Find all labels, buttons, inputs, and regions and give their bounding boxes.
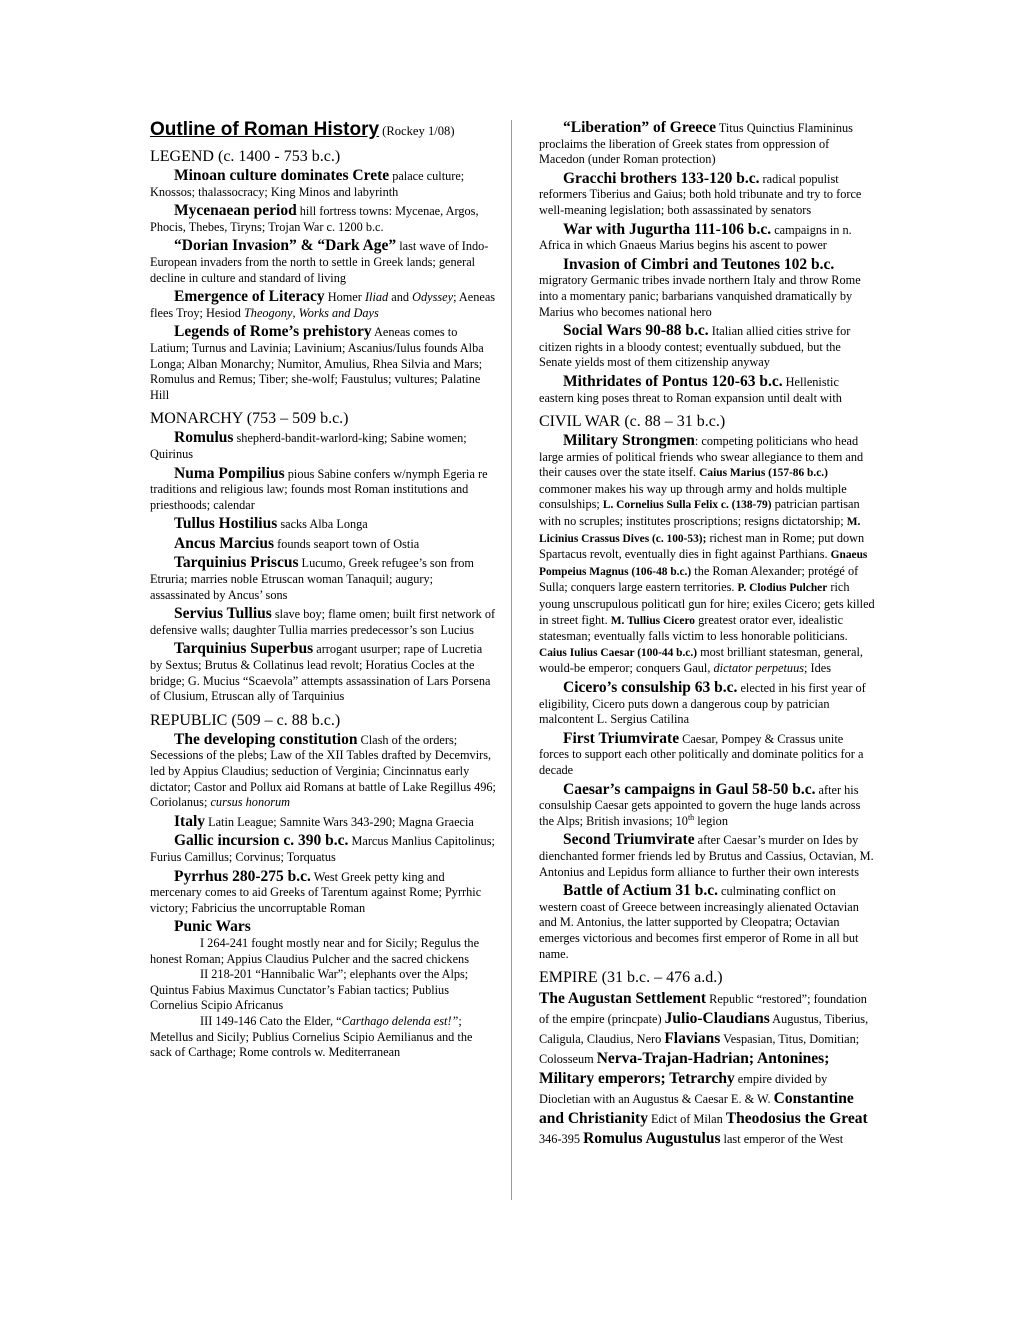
entry-text: campaigns in n. Africa in which Gnaeus Marius begins his ascent to power: [539, 222, 852, 253]
entry-second-triumvirate: [539, 832, 875, 880]
entry-jugurtha: [539, 222, 875, 254]
entry-text: Marcus Manlius Capitolinus; Furius Camillus; Corvinus; Torquatus: [150, 834, 495, 864]
entry-bold-name: P. Clodius Pulcher: [737, 582, 828, 595]
section-heading-empire: EMPIRE (31 b.c. – 476 a.d.): [539, 969, 723, 987]
entry-italic: Carthago delenda est!”: [341, 1013, 459, 1028]
entry-heading: Battle of Actium 31 b.c.: [563, 882, 718, 900]
entry-heading: First Triumvirate: [563, 729, 680, 747]
entry-heading: Emergence of Literacy: [174, 288, 325, 306]
entry-romulus: [150, 430, 496, 462]
entry-gracchi: [539, 171, 875, 219]
entry-heading: Pyrrhus 280-275 b.c.: [174, 867, 311, 885]
entry-italic: cursus honorum: [210, 795, 291, 810]
entry-text: pious Sabine confers w/nymph Egeria re traditions and religious law; founds most Roman institutions and priesthoods; calendar: [150, 466, 488, 512]
entry-heading: Julio-Claudians: [664, 1010, 770, 1028]
entry-text: ; Aeneas flees Troy; Hesiod: [150, 290, 496, 320]
entry-heading: Numa Pompilius: [174, 464, 285, 482]
section-heading-monarchy: MONARCHY (753 – 509 b.c.): [150, 410, 349, 428]
entry-heading: Second Triumvirate: [563, 831, 695, 849]
section-heading-civil-war: CIVIL WAR (c. 88 – 31 b.c.): [539, 413, 726, 431]
entry-text: shepherd-bandit-warlord-king; Sabine women; Quirinus: [150, 431, 467, 461]
entry-heading: Tullus Hostilius: [174, 515, 278, 533]
entry-mycenaean: [150, 203, 496, 235]
entry-heading: Italy: [174, 812, 205, 830]
entry-text: arrogant usurper; rape of Lucretia by Sextus; Brutus & Collatinus lead revolt; Horatius Cocles at the bridge; G. Mucius “Scaevola” attempts assassination of Lars Porsena of Clusium, Etruscan ally of Tarquinius: [150, 642, 491, 704]
entry-text: patrician partisan with no scruples; institutes proscriptions; resigns dictatorship;: [539, 497, 860, 529]
entry-heading: Cicero’s consulship 63 b.c.: [563, 679, 738, 696]
entry-cicero-consulship: [539, 680, 875, 728]
entry-heading: Tarquinius Priscus: [174, 554, 299, 572]
entry-pyrrhus: [150, 869, 496, 917]
entry-heading: Mithridates of Pontus 120-63 b.c.: [563, 372, 783, 390]
entry-cimbri: [539, 257, 875, 320]
entry-constitution: [150, 732, 496, 811]
entry-text: West Greek petty king and mercenary comes to aid Greeks of Tarentum against Rome; Pyrrhic victory; Fabricius the uncorruptable Roman: [150, 869, 482, 915]
entry-mithridates: [539, 374, 875, 406]
entry-text: the Roman Alexander; protégé of Sulla; conquers large eastern territories.: [539, 563, 859, 595]
entry-italic: Works and Days: [298, 305, 379, 320]
entry-italic: dictator perpetuus: [713, 661, 805, 676]
entry-heading: Tarquinius Superbus: [174, 640, 314, 658]
entry-heading: Servius Tullius: [174, 605, 272, 623]
entry-punic-wars: [150, 919, 496, 936]
entry-heading: Theodosius the Great: [725, 1110, 868, 1128]
entry-heading: Punic Wars: [174, 918, 251, 936]
entry-heading: Constantine and Christianity: [539, 1090, 854, 1128]
entry-text: : competing politicians who head large armies of political friends who swear allegiance to them and their causes over the state itself.: [539, 434, 864, 480]
entry-text: slave boy; flame omen; built first network of defensive walls; daughter Tullia marries predecessor’s son Lucius: [150, 607, 496, 637]
punic-war-number: III: [200, 1013, 213, 1028]
section-heading-legend: LEGEND (c. 1400 - 753 b.c.): [150, 148, 341, 165]
punic-war-number: I: [200, 935, 205, 950]
right-column: [539, 120, 875, 1152]
entry-bold-name: M. Licinius Crassus Dives (c. 100-53);: [539, 516, 861, 545]
document-title-block: [150, 120, 496, 141]
entry-gallic: [150, 833, 496, 865]
entry-heading: Legends of Rome’s prehistory: [174, 323, 372, 341]
entry-prehistory: [150, 324, 496, 403]
entry-text: hill fortress towns: Mycenae, Argos, Phocis, Thebes, Tiryns; Trojan War c. 1200 b.c.: [150, 204, 479, 234]
entry-heading: The developing constitution: [174, 730, 358, 748]
entry-text: rich young unscrupulous politicatl gun for hire; exiles Cicero; gets killed in street fight.: [539, 580, 875, 627]
empire-paragraph: [539, 989, 875, 1149]
entry-text: Vespasian, Titus, Domitian; Colosseum: [539, 1032, 860, 1067]
entry-text: last wave of Indo-European invaders from the north to settle in Greek lands; general decline in culture and standard of living: [150, 239, 489, 285]
entry-heading: The Augustan Settlement: [539, 990, 707, 1008]
entry-heading: Romulus Augustulus: [583, 1130, 721, 1148]
entry-heading: “Liberation” of Greece: [563, 119, 716, 136]
entry-text: Titus Quinctius Flamininus proclaims the liberation of Greek states from oppression of Macedon (under Roman protection): [539, 121, 853, 167]
entry-heading: Gracchi brothers 133-120 b.c.: [563, 169, 760, 187]
entry-caesar-gaul: [539, 782, 875, 830]
entry-heading: Gallic incursion c. 390 b.c.: [174, 832, 349, 850]
entry-servius: [150, 606, 496, 638]
entry-bold-name: Caius Iulius Caesar (100-44 b.c.): [539, 646, 698, 659]
entry-text: most brilliant statesman, general, would-be emperor; conquers Gaul,: [539, 644, 863, 676]
empire-block: [539, 989, 875, 1149]
entry-numa: [150, 466, 496, 514]
entry-military-strongmen: [539, 433, 875, 677]
entry-text: last emperor of the West: [720, 1132, 844, 1147]
entry-italic: Theogony: [243, 305, 293, 320]
entry-text: palace culture; Knossos; thalassocracy; King Minos and labyrinth: [150, 169, 465, 199]
entry-text: Aeneas comes to Latium; Turnus and Lavinia; Lavinium; Ascanius/Iulus founds Alba Longa; Alban Monarchy; Numitor, Amulius, Rhea Silvia and Mars; Romulus and Remus; Tiber; she-wolf; Faustulus; vultures; Palatine Hill: [150, 325, 484, 402]
entry-text: Clash of the orders; Secessions of the plebs; Law of the XII Tables drafted by Decemvirs, led by Appius Claudius; seduction of Verginia; Cincinnatus early dictator; Castor and Pollux aid Romans at battle of Lake Regillus 496; Coriolanus;: [150, 732, 496, 810]
entry-heading: Romulus: [174, 429, 234, 447]
entry-bold-name: Caius Marius (157-86 b.c.): [699, 467, 828, 480]
entry-text: Lucumo, Greek refugee’s son from Etruria; marries noble Etruscan woman Tanaquil; augury; assassinated by Ancus’ sons: [150, 556, 474, 602]
entry-text: Latin League; Samnite Wars 343-290; Magna Graecia: [205, 814, 474, 829]
entry-italy: [150, 814, 496, 831]
entry-text: Homer: [324, 290, 365, 305]
entry-text: founds seaport town of Ostia: [274, 536, 420, 551]
entry-bold-name: M. Tullius Cicero: [610, 614, 696, 627]
left-column: [150, 120, 496, 1061]
entry-text: ; Ides: [804, 661, 831, 676]
entry-liberation-greece: [539, 120, 875, 168]
entry-text: legion: [694, 813, 728, 828]
entry-text: empire divided by Diocletian with an Augustus & Caesar E. & W.: [539, 1072, 828, 1107]
entry-heading: Ancus Marcius: [174, 534, 275, 552]
entry-text: Hellenistic eastern king poses threat to Roman expansion until dealt with: [539, 374, 842, 405]
entry-text: after his consulship Caesar gets appointed to govern the huge lands across the Alps; British invasions; 10: [539, 782, 861, 828]
entry-text: after Caesar’s murder on Ides by dienchanted former friends led by Brutus and Cassius, Octavian, M. Antonius and Lepidus form alliance to further their own interests: [539, 833, 874, 879]
entry-heading: Minoan culture dominates Crete: [174, 167, 390, 184]
entry-heading: Nerva-Trajan-Hadrian; Antonines; Military emperors; Tetrarchy: [539, 1050, 830, 1088]
entry-heading: Social Wars 90-88 b.c.: [563, 322, 709, 340]
entry-heading: War with Jugurtha 111-106 b.c.: [563, 220, 772, 238]
entry-heading: Caesar’s campaigns in Gaul 58-50 b.c.: [563, 780, 816, 798]
entry-bold-name: L. Cornelius Sulla Felix c. (138-79): [602, 499, 772, 512]
entry-text: radical populist reformers Tiberius and Gaius; both hold tribunate and try to force well-meaning legislation; both assassinated by senators: [539, 171, 862, 217]
entry-superscript: th: [687, 812, 695, 822]
entry-heading: Military Strongmen: [563, 432, 695, 450]
entry-tarquinius-priscus: [150, 555, 496, 603]
punic-war-2: [150, 967, 496, 1014]
entry-text: Italian allied cities strive for citizen rights in a bloody contest; eventually subdued, but the Senate yields most of them citizenship anyway: [539, 324, 851, 370]
entry-text: and: [388, 290, 413, 305]
entry-text: 149-146 Cato the Elder, “: [212, 1013, 342, 1028]
punic-war-1: [150, 936, 496, 967]
entry-heading: Flavians: [664, 1030, 721, 1048]
entry-text: greatest orator ever, idealistic statesman; eventually falls victim to less honorable politicians.: [539, 612, 848, 644]
entry-text: elected in his first year of eligibility, Cicero puts down a dangerous coup by patrician malcontent L. Sergius Catilina: [539, 681, 866, 727]
entry-tullus: [150, 516, 496, 533]
entry-dorian: [150, 238, 496, 286]
entry-social-wars: [539, 323, 875, 371]
section-heading-republic: REPUBLIC (509 – c. 88 b.c.): [150, 711, 341, 729]
entry-actium: [539, 883, 875, 962]
entry-text: ,: [292, 305, 299, 320]
entry-text: Edict of Milan: [647, 1112, 726, 1127]
entry-heading: Invasion of Cimbri and Teutones 102 b.c.: [563, 255, 835, 273]
entry-text: Republic “restored”; foundation of the empire (princpate): [539, 992, 867, 1027]
entry-heading: “Dorian Invasion” & “Dark Age”: [174, 237, 397, 255]
document-title: Outline of Roman History: [150, 119, 380, 140]
entry-literacy: [150, 289, 496, 321]
entry-text: migratory Germanic tribes invade northern Italy and throw Rome into a momentary panic; barbarians vanquished dramatically by Marius who becomes national hero: [539, 273, 861, 319]
entry-italic: Iliad: [364, 290, 389, 305]
entry-text: 264-241 fought mostly near and for Sicily; Regulus the honest Roman; Appius Claudius Pulcher and the sacred chickens: [150, 935, 480, 966]
document-author-date: (Rockey 1/08): [382, 124, 455, 138]
entry-text: Augustus, Tiberius, Caligula, Claudius, Nero: [539, 1012, 869, 1047]
entry-text: sacks Alba Longa: [277, 517, 368, 532]
punic-war-number: II: [200, 967, 209, 982]
entry-ancus: [150, 536, 496, 553]
entry-text: richest man in Rome; put down Spartacus revolt, eventually dies in fight against Parthians.: [539, 530, 865, 562]
entry-bold-name: Gnaeus Pompeius Magnus (106-48 b.c.): [539, 549, 868, 578]
entry-heading: Mycenaean period: [174, 202, 297, 220]
column-divider: [511, 120, 512, 1200]
entry-text: commoner makes his way up through army and holds multiple consulships;: [539, 481, 847, 512]
entry-first-triumvirate: [539, 731, 875, 779]
entry-text: 346-395: [539, 1132, 584, 1147]
punic-war-3: [150, 1014, 496, 1061]
entry-text: ; Metellus and Sicily; Publius Cornelius Scipio Aemilianus and the sack of Carthage; Rome controls w. Mediterranean: [150, 1013, 473, 1060]
entry-text: culminating conflict on western coast of Greece between increasingly alienated Octavian and M. Antonius, the latter supported by Cleopatra; Octavian emerges victorious and becomes first emperor of Rome in all but name.: [539, 884, 859, 961]
entry-text: Caesar, Pompey & Crassus unite forces to support each other politically and dominate politics for a decade: [539, 731, 864, 777]
entry-minoan: [150, 168, 496, 200]
entry-tarquinius-superbus: [150, 641, 496, 704]
entry-italic: Odyssey: [412, 290, 454, 305]
entry-text: 218-201 “Hannibalic War”; elephants over the Alps; Quintus Fabius Maximus Cunctator’s Fabian tactics; Publius Cornelius Scipio Africanus: [150, 967, 469, 1013]
